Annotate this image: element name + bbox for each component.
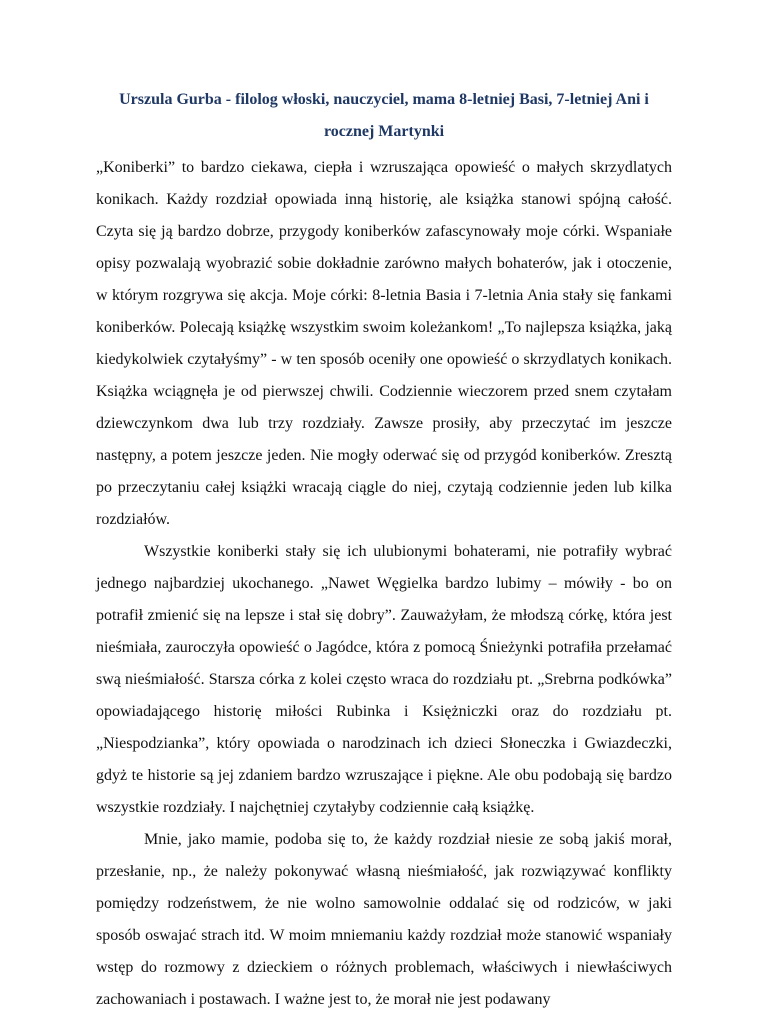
document-body bbox=[96, 152, 672, 1016]
body-paragraph-1: „Koniberki” to bardzo ciekawa, ciepła i wzruszająca opowieść o małych skrzydlatych konikach. Każdy rozdział opowiada inną historię, ale książka stanowi spójną całość. Czyta się ją bardzo dobrze, przygody koniberków zafascynowały moje córki. Wspaniałe opisy pozwalają wyobrazić sobie dokładnie zarówno małych bohaterów, jak i otoczenie, w którym rozgrywa się akcja. Moje córki: 8-letnia Basia i 7-letnia Ania stały się fankami koniberków. Polecają książkę wszystkim swoim koleżankom! „To najlepsza książka, jaką kiedykolwiek czytałyśmy” - w ten sposób oceniły one opowieść o skrzydlatych konikach. Książka wciągnęła je od pierwszej chwili. Codziennie wieczorem przed snem czytałam dziewczynkom dwa lub trzy rozdziały. Zawsze prosiły, aby przeczytać im jeszcze następny, a potem jeszcze jeden. Nie mogły oderwać się od przygód koniberków. Zresztą po przeczytaniu całej książki wracają ciągle do niej, czytają codziennie jeden lub kilka rozdziałów. bbox=[96, 159, 672, 528]
body-paragraph-2: Wszystkie koniberki stały się ich ulubionymi bohaterami, nie potrafiły wybrać jednego najbardziej ukochanego. „Nawet Węgielka bardzo lubimy – mówiły - bo on potrafił zmienić się na lepsze i stał się dobry”. Zauważyłam, że młodszą córkę, która jest nieśmiała, zauroczyła opowieść o Jagódce, która z pomocą Śnieżynki potrafiła przełamać swą nieśmiałość. Starsza córka z kolei często wraca do rozdziału pt. „Srebrna podkówka” opowiadającego historię miłości Rubinka i Księżniczki oraz do rozdziału pt. „Niespodzianka”, który opowiada o narodzinach ich dzieci Słoneczka i Gwiazdeczki, gdyż te historie są jej zdaniem bardzo wzruszające i piękne. Ale obu podobają się bardzo wszystkie rozdziały. I najchętniej czytałyby codziennie całą książkę. bbox=[96, 543, 672, 816]
body-paragraph-3: Mnie, jako mamie, podoba się to, że każdy rozdział niesie ze sobą jakiś morał, przesłanie, np., że należy pokonywać własną nieśmiałość, jak rozwiązywać konflikty pomiędzy rodzeństwem, że nie wolno samowolnie oddalać się od rodziców, w jaki sposób oswajać strach itd. W moim mniemaniu każdy rozdział może stanowić wspaniały wstęp do rozmowy z dzieckiem o różnych problemach, właściwych i niewłaściwych zachowaniach i postawach. I ważne jest to, że morał nie jest podawany bbox=[96, 831, 672, 1008]
document-title: Urszula Gurba - filolog włoski, nauczyciel, mama 8-letniej Basi, 7-letniej Ani i rocznej Martynki bbox=[119, 91, 649, 140]
